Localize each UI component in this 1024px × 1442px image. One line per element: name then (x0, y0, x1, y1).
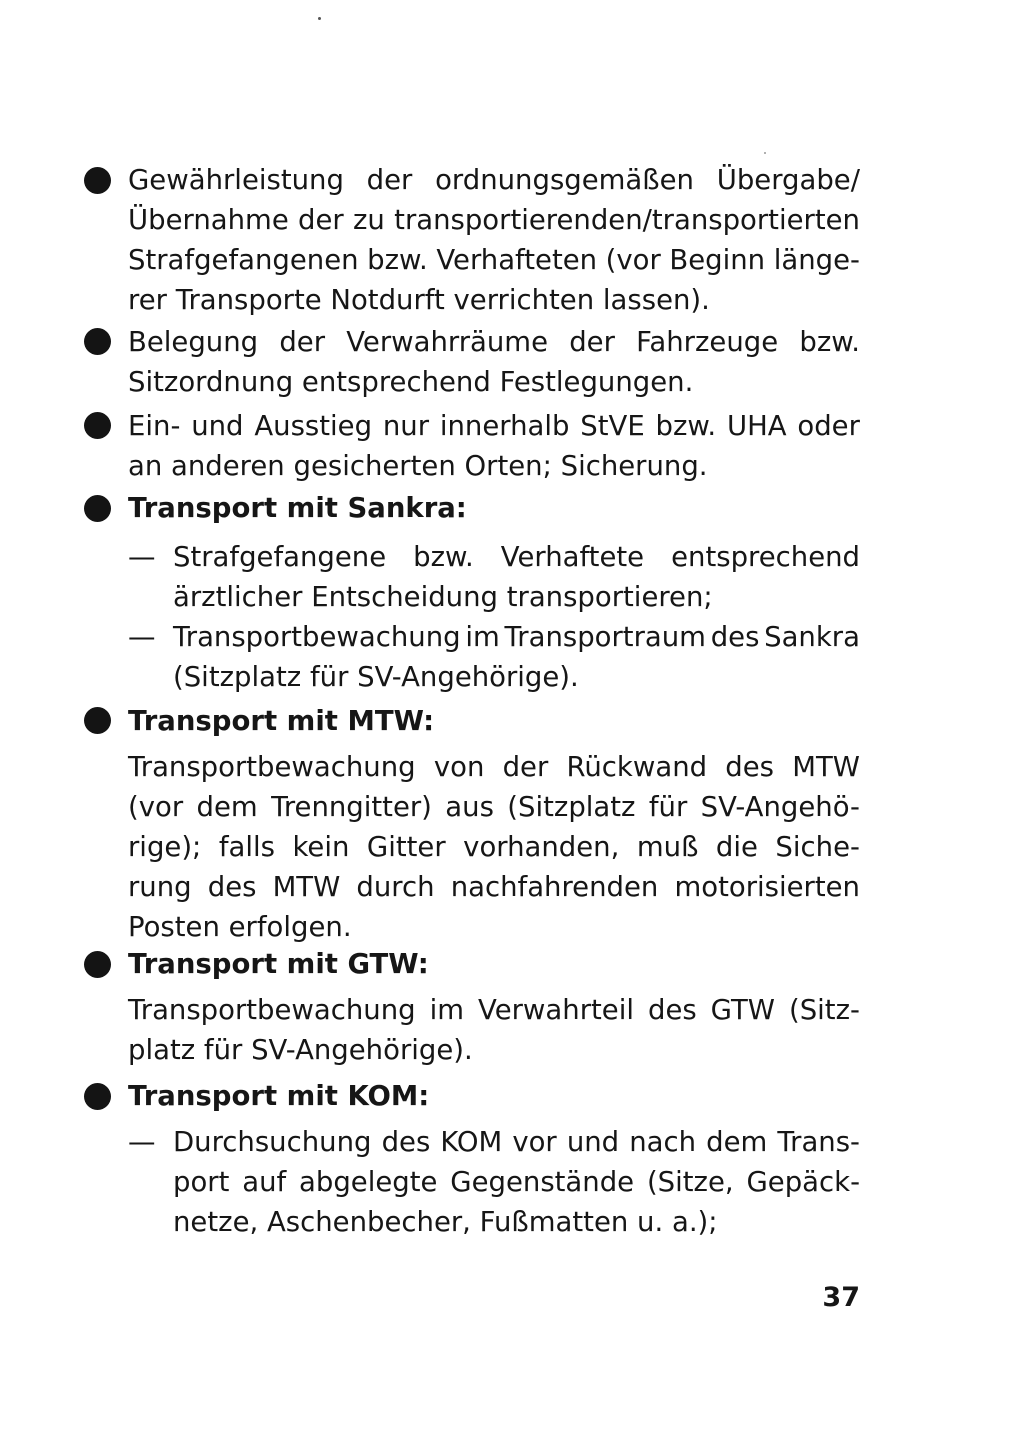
text-line: netze, Aschenbecher, Fußmatten u. a.); (173, 1206, 718, 1238)
text-line: Transportbewachung im Transportraum des Sankra (173, 621, 860, 653)
bullet-icon (84, 951, 111, 978)
text-line: ärztlicher Entscheidung transportieren; (173, 581, 713, 613)
scan-speck (764, 152, 766, 154)
section-heading: Transport mit Sankra: (128, 492, 467, 524)
text-line: Transportbewachung von der Rückwand des MTW (128, 751, 860, 783)
text-line: an anderen gesicherten Orten; Sicherung. (128, 450, 708, 482)
text-line: rer Transporte Notdurft verrichten lassen). (128, 284, 710, 316)
bullet-icon (84, 328, 111, 355)
bullet-icon (84, 167, 111, 194)
dash-marker: — (128, 541, 156, 573)
text-line: Übernahme der zu transportierenden/transportierten (128, 204, 860, 236)
text-line: Durchsuchung des KOM vor und nach dem Trans- (173, 1126, 860, 1158)
scan-speck (318, 17, 321, 20)
sub-item (173, 537, 860, 617)
section-heading: Transport mit GTW: (128, 948, 429, 980)
list-item-gtw (128, 944, 860, 984)
text-line: Strafgefangenen bzw. Verhafteten (vor Beginn länge- (128, 244, 860, 276)
text-line: (vor dem Trenngitter) aus (Sitzplatz für SV-Angehö- (128, 791, 860, 823)
bullet-icon (84, 1083, 111, 1110)
bullet-icon (84, 412, 111, 439)
bullet-icon (84, 707, 111, 734)
text-line: port auf abgelegte Gegenstände (Sitze, Gepäck- (173, 1166, 860, 1198)
dash-marker: — (128, 1126, 156, 1158)
text-line: Gewährleistung der ordnungsgemäßen Übergabe/ (128, 164, 860, 196)
list-item-boarding (128, 406, 860, 486)
paragraph (128, 747, 860, 947)
dash-marker: — (128, 621, 156, 653)
text-line: Belegung der Verwahrräume der Fahrzeuge bzw. (128, 326, 860, 358)
text-line: Sitzordnung entsprechend Festlegungen. (128, 366, 694, 398)
page-number: 37 (822, 1282, 860, 1313)
text-line: rung des MTW durch nachfahrenden motorisierten (128, 871, 860, 903)
list-item-mtw (128, 701, 860, 741)
paragraph (128, 990, 860, 1070)
text-line: rige); falls kein Gitter vorhanden, muß die Siche- (128, 831, 860, 863)
list-item-kom (128, 1076, 860, 1116)
text-line: Strafgefangene bzw. Verhaftete entsprechend (173, 541, 860, 573)
list-item-handover (128, 160, 860, 320)
sub-item (173, 617, 860, 697)
section-heading: Transport mit MTW: (128, 705, 435, 737)
text-line: Transportbewachung im Verwahrteil des GTW (Sitz- (128, 994, 860, 1026)
list-item-seating (128, 322, 860, 402)
section-heading: Transport mit KOM: (128, 1080, 430, 1112)
text-line: (Sitzplatz für SV-Angehörige). (173, 661, 579, 693)
text-line: Ein- und Ausstieg nur innerhalb StVE bzw. UHA oder (128, 410, 860, 442)
list-item-sankra (128, 488, 860, 528)
text-line: platz für SV-Angehörige). (128, 1034, 473, 1066)
bullet-icon (84, 495, 111, 522)
text-line: Posten erfolgen. (128, 911, 352, 943)
sub-item (173, 1122, 860, 1242)
